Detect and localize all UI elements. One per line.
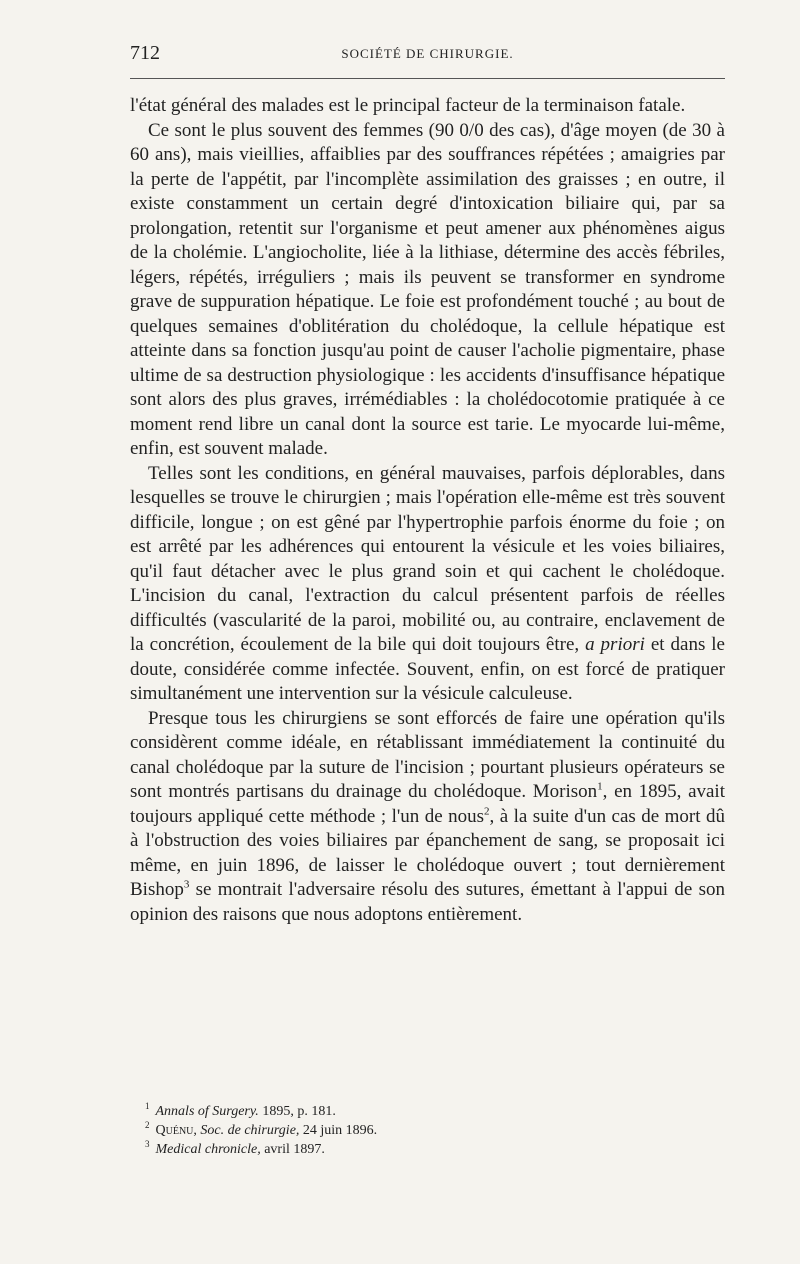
paragraph-3-text-b: et dans le doute, considérée comme infectée. Souvent, enfin, on est forcé de pratiquer simultanément une intervention sur la vésicule calculeuse. xyxy=(130,634,725,704)
footnote-detail: 24 juin 1896. xyxy=(299,1123,378,1138)
footnote-2 xyxy=(145,1121,705,1140)
footnote-detail: avril 1897. xyxy=(260,1142,325,1157)
running-title: SOCIÉTÉ DE CHIRURGIE. xyxy=(341,46,514,61)
footnote-title: Annals of Surgery. xyxy=(155,1104,259,1119)
footnote-author: Quénu, xyxy=(155,1123,197,1138)
footnote-ref-1[interactable]: 1 xyxy=(597,780,603,793)
paragraph-1: l'état général des malades est le principal facteur de la terminaison fatale. xyxy=(130,95,686,116)
paragraph-4-text-b: , en 1895, avait toujours appliqué cette méthode ; l'un de nous xyxy=(130,781,725,827)
footnote-mark: 3 xyxy=(145,1139,150,1150)
page-header xyxy=(130,42,725,72)
paragraph-3-text-a: Telles sont les conditions, en général mauvaises, parfois déplorables, dans lesquelles se trouve le chirurgien ; mais l'opération elle-même est très souvent difficile, longue ; on est gêné par l'hypertrophie parfois énorme du foie ; on est arrêté par les adhérences qui entourent la vésicule et les voies biliaires, qu'il faut détacher avec le plus grand soin et qui cachent le cholédoque. L'incision du canal, l'extraction du calcul présentent parfois de réelles difficultés (vascularité de la paroi, mobilité ou, au contraire, enclavement de la concrétion, écoulement de la bile qui doit toujours être, xyxy=(130,462,725,655)
footnotes xyxy=(145,1102,705,1159)
page-number: 712 xyxy=(130,42,160,64)
footnote-mark: 1 xyxy=(145,1101,150,1112)
paragraph-3-italic: a priori xyxy=(585,634,645,655)
footnote-mark: 2 xyxy=(145,1120,150,1131)
paragraph-4-text-a: Presque tous les chirurgiens se sont efforcés de faire une opération qu'ils considèrent comme idéale, en rétablissant immédiatement la continuité du canal cholédoque par la suture de l'incision ; pourtant plusieurs opérateurs se sont montrés partisans du drainage du cholédoque. Morison xyxy=(130,707,725,802)
footnote-ref-2[interactable]: 2 xyxy=(484,805,490,818)
paragraph-4 xyxy=(130,707,725,928)
footnote-detail: 1895, p. 181. xyxy=(258,1104,336,1119)
header-rule xyxy=(130,78,725,79)
paragraph-4-text-d: se montrait l'adversaire résolu des sutures, émettant à l'appui de son opinion des raisons que nous adoptons entièrement. xyxy=(130,879,725,925)
footnote-1 xyxy=(145,1102,705,1121)
footnote-3 xyxy=(145,1140,705,1159)
paragraph-3 xyxy=(130,462,725,707)
footnote-title: Medical chronicle, xyxy=(155,1142,261,1157)
paragraph-2: Ce sont le plus souvent des femmes (90 0/0 des cas), d'âge moyen (de 30 à 60 ans), mais vieillies, affaiblies par des souffrances répétées ; amaigries par la perte de l'appétit, par l'incomplète assimilation des graisses ; en outre, il existe constamment un certain degré d'intoxication biliaire qui, par sa prolongation, retentit sur l'organisme et peut amener aux phénomènes aigus de la cholémie. L'angiocholite, liée à la lithiase, détermine des accès fébriles, légers, répétés, irréguliers ; mais ils peuvent se transformer en syndrome grave de suppuration hépatique. Le foie est profondément touché ; au bout de quelques semaines d'oblitération du cholédoque, la cellule hépatique est atteinte dans sa fonction jusqu'au point de causer l'acholie pigmentaire, phase ultime de sa destruction physiologique : les accidents d'insuffisance hépatique sont alors des plus graves, irrémédiables : la cholédocotomie pratiquée à ce moment rend libre un canal dont la source est tarie. Le myocarde lui-même, enfin, est souvent malade. xyxy=(130,119,725,459)
body-text xyxy=(130,94,725,927)
footnote-title: Soc. de chirurgie, xyxy=(196,1123,300,1138)
paragraph-4-text-c: , à la suite d'un cas de mort dû à l'obstruction des voies biliaires par épanchement de sang, se proposait ici même, en juin 1896, de laisser le cholédoque ouvert ; tout dernièrement Bishop xyxy=(130,805,726,900)
footnote-ref-3[interactable]: 3 xyxy=(183,878,190,891)
